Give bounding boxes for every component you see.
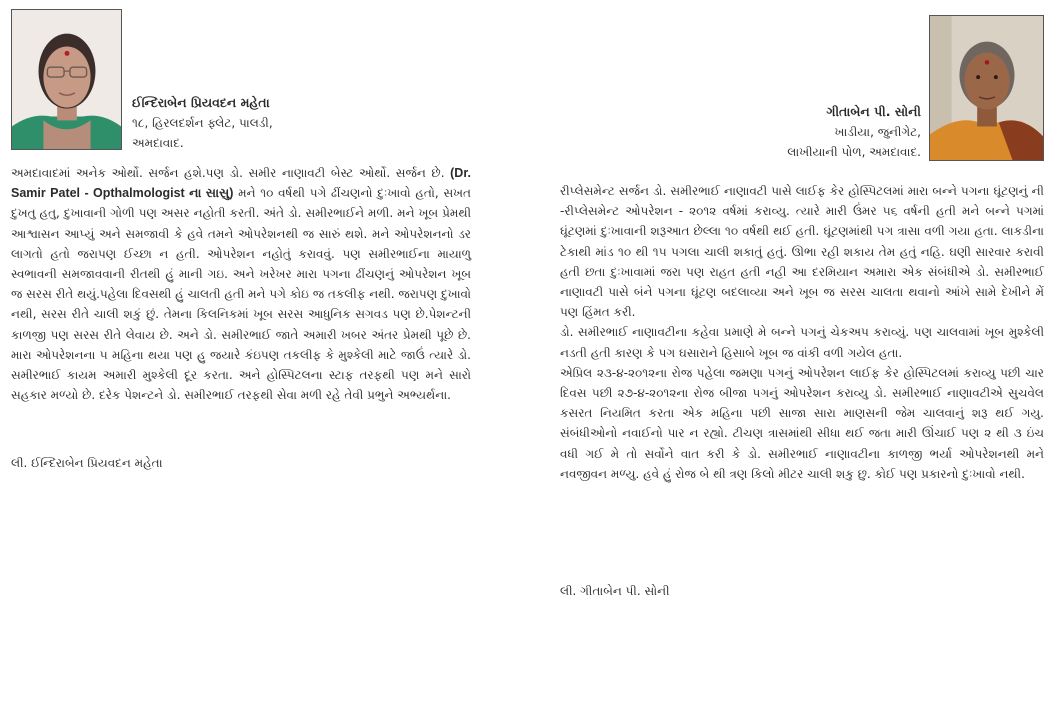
highlighted-note: (Dr. Samir Patel - Opthalmologist ના સાસુ) — [11, 166, 471, 201]
address-line: ખાડીયા, જુનીગેટ, — [834, 125, 921, 139]
signature: લી. ગીતાબેન પી. સોની — [560, 584, 670, 598]
photo-gitaben — [929, 15, 1044, 161]
person-name: ઈન્દિરાબેન પ્રિયવદન મહેતા — [132, 95, 270, 110]
signature: લી. ઈન્દિરાબેન પ્રિયવદન મહેતા — [11, 456, 163, 470]
testimonial-paragraph: રીપ્લેસમેન્ટ સર્જન ડો. સમીરભાઈ નાણાવટી પાસે લાઈફ કેર હોસ્પિટલમાં મારા બન્ને પગના ઘૂંટણનું ની -રીપ્લેસમેન્ટ ઓપરેશન - ૨૦૧૨ વર્ષમાં કરાવ્યુ. ત્યારે મારી ઉંમર ૫૬ વર્ષની હતી મને બન્ને પગમાં ઘૂંટણમાં દુઃખાવાની શરૂઆત છેલ્લા ૧૦ વર્ષથી થઈ હતી. ઘૂંટણમાંથી પગ ત્રાસા વળી ગયા હતા. લાકડીના ટેકાથી માંડ ૧૦ થી ૧૫ પગલા ચાલી શકાતું હતું. ઊભા રહી શકાય તેમ હતું નહિ. ઘણી સારવાર કરાવી હતી છતા દુઃખાવામાં જરા પણ રાહત હતી નહી આ દરમિયાન અમારા એક સંબંધીએ ડો. સમીરભાઈ નાણાવટી પાસે બંને પગના ઘૂંટણ બદલાવ્યા અને ખૂબ જ સરસ ચાલતા થવાનો આંખે સામે દેખીને મેં પણ હિંમત કરી. — [560, 184, 1044, 320]
address-line: અમદાવાદ. — [132, 136, 184, 150]
testimonial-gitaben — [560, 181, 1044, 484]
address-line: ૧૮, હિરલદર્શન ફ્લેટ, પાલડી, — [132, 116, 273, 130]
address-line: લાખીયાની પોળ, અમદાવાદ. — [787, 145, 921, 159]
photo-indiraben — [11, 9, 122, 150]
address-gitaben — [787, 102, 921, 162]
address-indiraben — [132, 93, 273, 153]
testimonial-indiraben — [11, 163, 471, 405]
testimonial-paragraph: ડો. સમીરભાઈ નાણાવટીના કહેવા પ્રમાણે મે બન્ને પગનું ચેકઅપ કરાવ્યું. પણ ચાલવામાં ખૂબ મુશ્કેલી નડતી હતી કારણ કે પગ ઘસારાને હિસાબે ખૂબ જ વાંકી વળી ગયેલ હતા. — [560, 325, 1044, 360]
testimonial-paragraph — [11, 163, 471, 405]
text-segment: અમદાવાદમાં અનેક ઓર્થો. સર્જન હશે.પણ ડો. સમીર નાણાવટી બેસ્ટ ઓર્થો. સર્જન છે. — [11, 166, 445, 180]
text-segment: મને ૧૦ વર્ષથી પગે ઢીંચણનો દુઃખાવો હતો, સખત દુખતુ હતુ, દુખાવાની ગોળી પણ અસર નહોતી કરતી. અંતે ડો. સમીરભાઈને મળી. મને ખૂબ પ્રેમથી આશ્વાસન આપ્યું અને સમજાવી કે હવે તમને ઓપરેશનથી જ સારું થશે. મને ઓપરેશનનો ડર લાગતો હતો જરાપણ ઈચ્છા ન હતી. ઓપરેશન નહોતું કરાવવું. પણ સમીરભાઈના માયાળુ સ્વભાવની સમજાવવાની રીતથી હું માની ગઇ. અને ખરેખર મારા પગના ઢીંચણનું ઓપરેશન ખૂબ જ સરસ રીતે થયું.પહેલા દિવસથી હું ચાલતી હતી મને પગે કોઇ જ તકલીફ નથી. જરાપણ દુખાવો નથી, સરસ રીતે ચાલી શકું છું. તેમના કિલનિકમાં ખૂબ સરસ આધુનિક સગવડ પણ છે.પેશન્ટની કાળજી પણ સરસ રીતે લેવાય છે. અને ડો. સમીરભાઈ જાતે અમારી ખબર અંતર પ્રેમથી પૂછે છે. મારા ઓપરેશનના ૫ મહિના થયા પણ હુ જયારે કંઇપણ તકલીફ કે મુશ્કેલી માટે જાઉં ત્યારે ડો. સમીરભાઈ કાયમ અમારી મુશ્કેલી દૂર કરતા. અને હોસ્પિટલના સ્ટાફ તરફથી પણ મને સારો સહકાર મળ્યો છે. દરેક પેશન્ટને ડો. સમીરભાઈ તરફથી સેવા મળી રહે તેવી પ્રભુને અભ્યર્થના. — [11, 186, 471, 403]
testimonial-paragraph: એપ્રિલ ૨૩-૪-૨૦૧૨ના રોજ પહેલા જમણા પગનું ઓપરેશન લાઈફ કેર હોસ્પિટલમાં કરાવ્યુ પછી ચાર દિવસ પછી ૨૭-૪-૨૦૧૨ના રોજ બીજા પગનું ઓપરેશન કરાવ્યુ ડો. સમીરભાઈ નાણાવટીએ સુચવેલ કસરત નિયમિત કરતા એક મહિના પછી સાજા સારા માણસની જેમ ચાલવાનું શરૂ થઈ ગયુ. સંબંધીઓનો નવાઈનો પાર ન રહ્યો. ટીચણ ત્રાસમાંથી સીધા થઈ જતા મારી ઊંચાઈ પણ ૨ થી ૩ ઇંચ વધી ગઈ મે તો સર્વોને વાત કરી કે ડો. સમીરભાઈ નાણાવટીના કાળજી ભર્યા ઓપરેશનથી મને નવજીવન મળ્યુ. હવે હું રોજ બે થી ત્રણ કિલો મીટર ચાલી શકુ છુ. કોઈ પણ પ્રકારનો દુઃખાવો નથી. — [560, 365, 1044, 481]
person-name: ગીતાબેન પી. સોની — [826, 104, 921, 119]
